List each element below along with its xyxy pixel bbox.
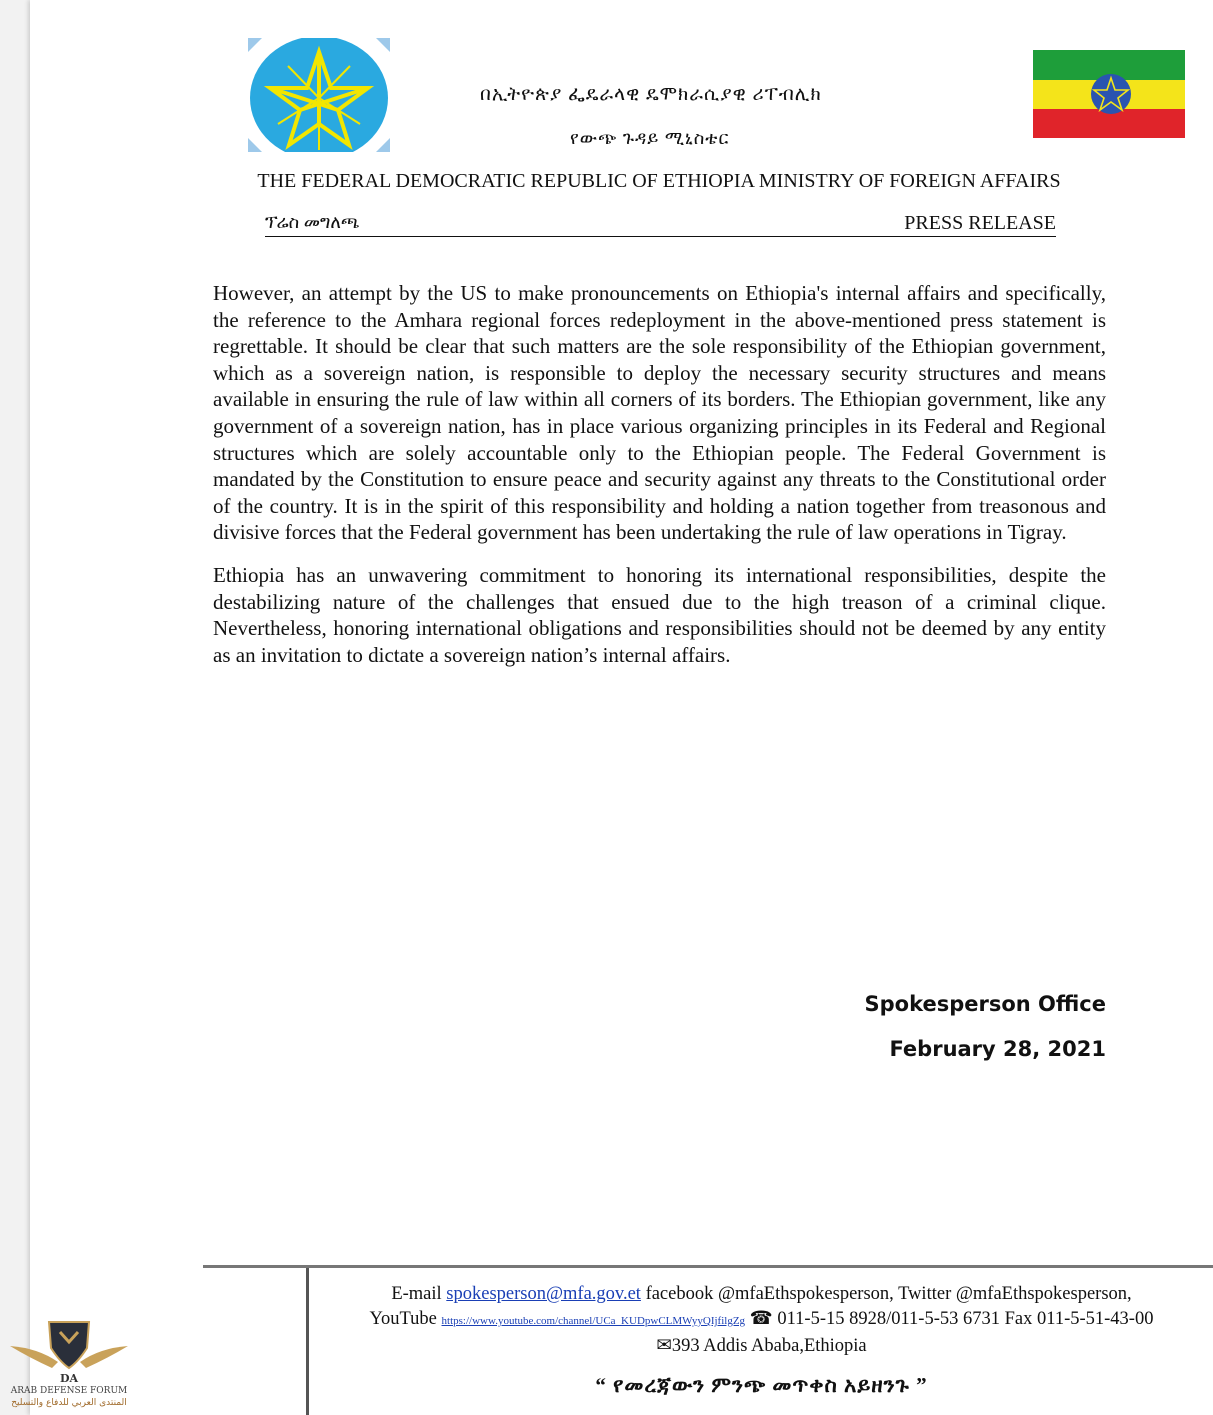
press-release-bar (265, 212, 1056, 237)
watermark-arabic-name: المنتدى العربي للدفاع والتسليح (11, 1398, 127, 1408)
shield-wings-icon (8, 1318, 130, 1386)
press-release-body (213, 280, 1106, 684)
signature-office: Spokesperson Office (864, 992, 1106, 1016)
phone-fax: ☎ 011-5-15 8928/011-5-53 6731 Fax 011-5-51-43-00 (749, 1309, 1154, 1329)
ethiopian-emblem-logo (248, 38, 390, 152)
watermark-name: ARAB DEFENSE FORUM (10, 1386, 128, 1396)
amharic-republic-title: በኢትዮጵያ ፌዴራላዊ ዴሞክራሲያዊ ሪፐብሊክ (480, 84, 822, 105)
footer-vertical-divider (306, 1268, 309, 1415)
footer-divider (203, 1265, 1213, 1268)
english-ministry-title: THE FEDERAL DEMOCRATIC REPUBLIC OF ETHIOPIA MINISTRY OF FOREIGN AFFAIRS (257, 170, 1061, 192)
email-link[interactable]: spokesperson@mfa.gov.et (446, 1284, 641, 1304)
youtube-link[interactable]: https://www.youtube.com/channel/UCa_KUDpwCLMWyyQIjfilgZg (441, 1315, 746, 1327)
body-paragraph: Ethiopia has an unwavering commitment to honoring its international responsibilities, despite the destabilizing nature of the challenges that ensued due to the high treason of a criminal clique. Nevertheless, honoring international obligations and responsibilities should not be deemed by any entity as an invitation to dictate a sovereign nation’s internal affairs. (213, 562, 1106, 667)
amharic-press-release-label: ፕሬስ መግለጫ (265, 212, 360, 232)
signature-date: February 28, 2021 (889, 1037, 1106, 1061)
footer-line-2 (310, 1307, 1213, 1334)
contact-footer (310, 1282, 1213, 1398)
press-release-label: PRESS RELEASE (904, 212, 1056, 234)
amharic-slogan: “ የመረጃውን ምንጭ መጥቀስ አይዘንጉ ” (595, 1373, 928, 1397)
amharic-ministry-title: የውጭ ጉዳይ ሚኒስቴር (570, 128, 730, 148)
youtube-label: YouTube (369, 1309, 437, 1329)
arab-defense-forum-watermark (8, 1318, 130, 1414)
body-paragraph: However, an attempt by the US to make pronouncements on Ethiopia's internal affairs and specifically, the reference to the Amhara regional forces redeployment in the above-mentioned press statement is regrettable. It should be clear that such matters are the sole responsibility of the Ethiopian government, which as a sovereign nation, is responsible to deploy the necessary security structures and means available in ensuring the rule of law within all corners of its borders. The Ethiopian government, like any government of a sovereign nation, has in place various organizing principles in its Federal and Regional structures which are solely accountable only to the Ethiopian people. The Federal Government is mandated by the Constitution to ensure peace and security against any threats to the Constitutional order of the country. It is in the spirit of this responsibility and holding a nation together from treasonous and divisive forces that the Federal government has been undertaking the rule of law operations in Tigray. (213, 281, 1106, 545)
social-handles: facebook @mfaEthspokesperson, Twitter @mfaEthspokesperson, (645, 1284, 1132, 1304)
footer-address: ✉393 Addis Ababa,Ethiopia (656, 1336, 867, 1356)
email-label: E-mail (391, 1284, 442, 1304)
watermark-logo-text: DA (59, 1372, 79, 1385)
ethiopian-flag-icon (1033, 50, 1185, 138)
footer-line-1 (310, 1282, 1213, 1307)
